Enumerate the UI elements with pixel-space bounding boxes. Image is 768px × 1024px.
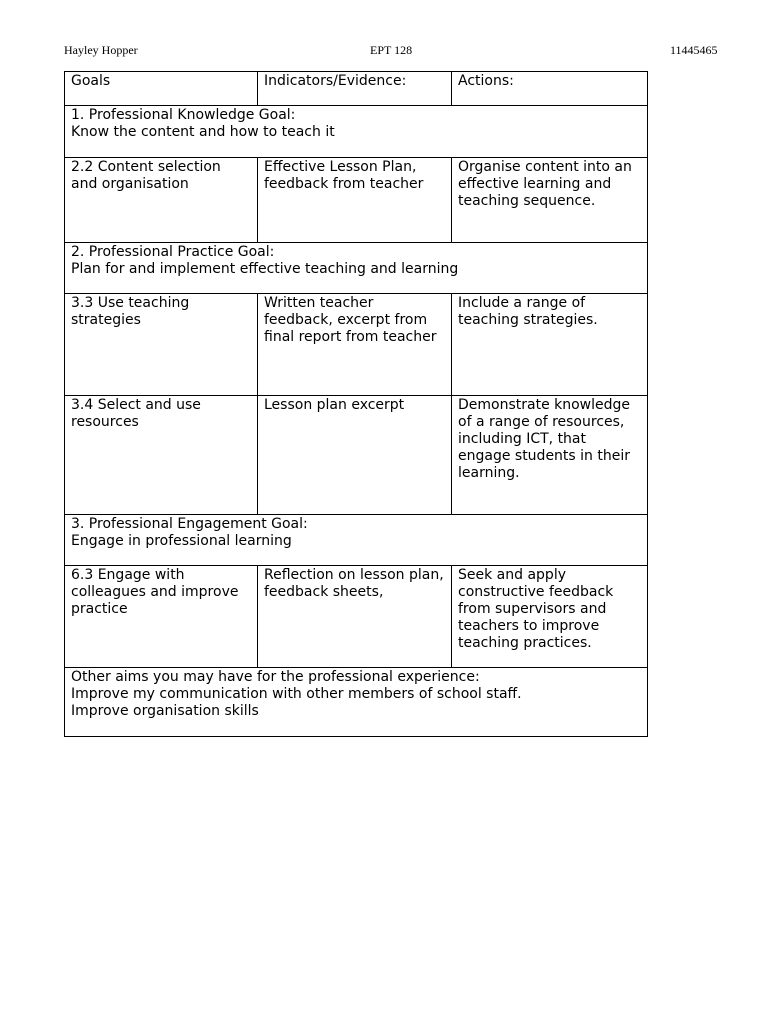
- section-heading-knowledge: [65, 106, 648, 158]
- other-aims-row: [65, 668, 648, 737]
- section-subtitle: Know the content and how to teach it: [71, 124, 335, 140]
- goal-cell: 2.2 Content selection and organisation: [65, 158, 258, 243]
- other-aim-item: Improve my communication with other members of school staff.: [71, 686, 522, 702]
- section-subtitle: Engage in professional learning: [71, 533, 292, 549]
- table-row: [65, 566, 648, 668]
- goal-cell: 6.3 Engage with colleagues and improve practice: [65, 566, 258, 668]
- column-header-actions: Actions:: [452, 72, 648, 106]
- section-title: 3. Professional Engagement Goal:: [71, 516, 308, 532]
- section-title: 2. Professional Practice Goal:: [71, 244, 275, 260]
- other-aims-cell: [65, 668, 648, 737]
- other-aim-item: Improve organisation skills: [71, 703, 259, 719]
- evidence-cell: Reflection on lesson plan, feedback sheets,: [258, 566, 452, 668]
- column-header-indicators: Indicators/Evidence:: [258, 72, 452, 106]
- evidence-cell: Lesson plan excerpt: [258, 396, 452, 515]
- section-title: 1. Professional Knowledge Goal:: [71, 107, 296, 123]
- column-header-goals: Goals: [65, 72, 258, 106]
- table-row: [65, 396, 648, 515]
- header-student-id: 11445465: [670, 43, 718, 57]
- action-cell: Demonstrate knowledge of a range of resources, including ICT, that engage students in their learning.: [452, 396, 648, 515]
- table-header-row: [65, 72, 648, 106]
- action-cell: Include a range of teaching strategies.: [452, 294, 648, 396]
- action-cell: Seek and apply constructive feedback from supervisors and teachers to improve teaching practices.: [452, 566, 648, 668]
- goals-table: [64, 71, 648, 737]
- evidence-cell: Effective Lesson Plan, feedback from teacher: [258, 158, 452, 243]
- action-cell: Organise content into an effective learning and teaching sequence.: [452, 158, 648, 243]
- section-heading-practice: [65, 243, 648, 294]
- section-subtitle: Plan for and implement effective teaching and learning: [71, 261, 459, 277]
- table-row: [65, 158, 648, 243]
- goal-cell: 3.3 Use teaching strategies: [65, 294, 258, 396]
- goal-cell: 3.4 Select and use resources: [65, 396, 258, 515]
- other-aims-heading: Other aims you may have for the professional experience:: [71, 669, 480, 685]
- table-row: [65, 294, 648, 396]
- header-course-code: EPT 128: [370, 43, 413, 57]
- section-heading-row: [65, 243, 648, 294]
- evidence-cell: Written teacher feedback, excerpt from final report from teacher: [258, 294, 452, 396]
- header-author: Hayley Hopper: [64, 43, 138, 57]
- section-heading-row: [65, 106, 648, 158]
- section-heading-row: [65, 515, 648, 566]
- section-heading-engagement: [65, 515, 648, 566]
